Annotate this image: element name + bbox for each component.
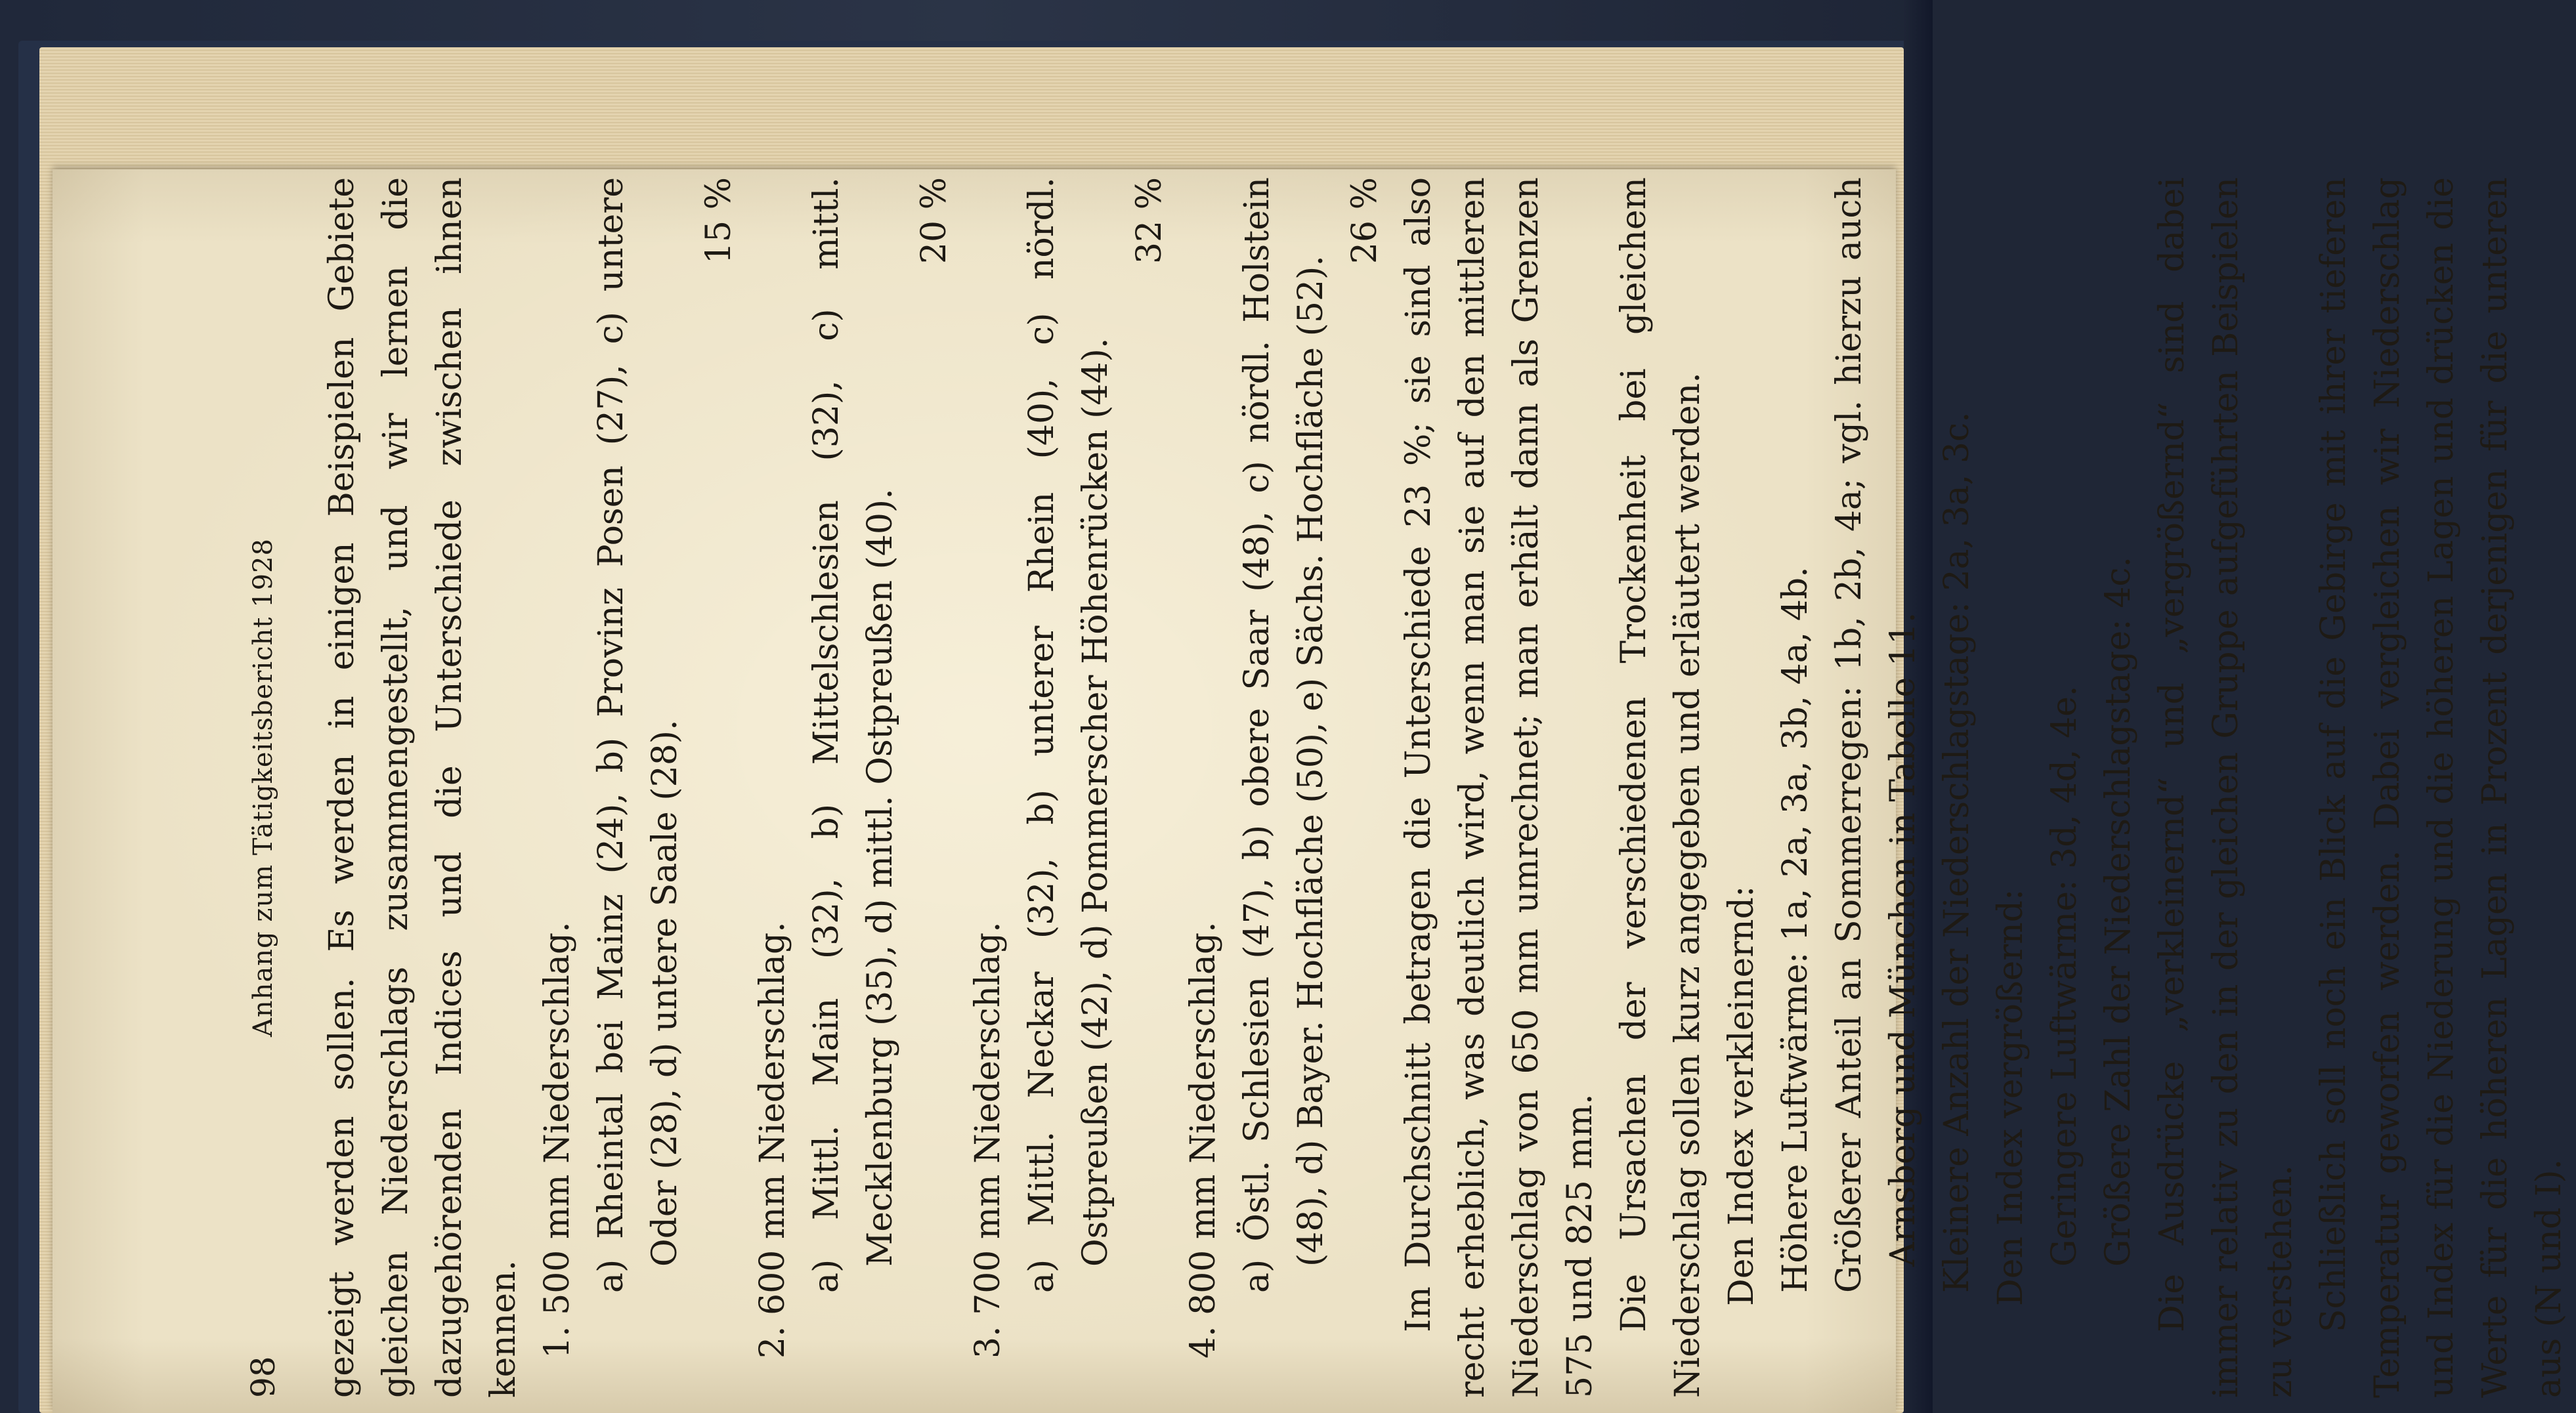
shrink-item-1: Höhere Luftwärme: 1a, 2a, 3a, 3b, 4a, 4b. [1776, 566, 1815, 1293]
average-paragraph: Im Durchschnitt betragen die Unterschiede 23 %; sie sind also recht erheblich, was deutlich wird, wenn man sie auf den mittleren Niederschlag von 650 mm umrechnet; man erhält dann als Grenzen 575 und 825 mm. [1399, 177, 1600, 1398]
page-number: 98 [244, 1356, 282, 1398]
item-3-percent: 32 % [1130, 177, 1169, 264]
running-head [236, 177, 315, 1398]
item-4-head: 4. 800 mm Niederschlag. [1184, 921, 1223, 1359]
item-1-percent: 15 % [699, 177, 739, 264]
grow-item-1: Geringere Luftwärme: 3d, 4d, 4e. [2045, 685, 2084, 1267]
grow-heading: Den Index vergrößernd: [1991, 889, 2030, 1306]
rotated-page-content [236, 177, 2569, 1398]
expressions-paragraph: Die Ausdrücke „verkleinernd“ und „vergrößernd“ sind dabei immer relativ zu den in der gleichen Gruppe aufgeführten Beispielen zu verstehen. [2153, 177, 2300, 1398]
causes-paragraph: Die Ursachen der verschiedenen Trockenheit bei gleichem Niederschlag sollen kurz angegeben und erläutert werden. [1614, 177, 1707, 1398]
item-2-head: 2. 600 mm Niederschlag. [753, 921, 792, 1359]
item-3-body: a) Mittl. Neckar (32), b) unterer Rhein (40), c) nördl. Ostpreußen (42), d) Pommerscher Höhenrücken (44). [1022, 177, 1115, 1293]
final-paragraph: Schließlich soll noch ein Blick auf die Gebirge mit ihrer tieferen Temperatur geworfen werden. Dabei vergleichen wir Niederschlag und Index für die Niederung und die höheren Lagen und drücken die Werte für die höheren Lagen in Prozent derjenigen für die unteren aus (N und I). [2314, 177, 2569, 1398]
item-4-percent: 26 % [1345, 177, 1385, 264]
running-title: Anhang zum Tätigkeitsbericht 1928 [248, 538, 278, 1037]
intro-paragraph: gezeigt werden sollen. Es werden in einigen Beispielen Gebiete gleichen Niederschlags zusammengestellt, und wir lernen die dazugehörenden Indices und die Unterschiede zwischen ihnen kennen. [322, 177, 523, 1398]
shrink-item-2: Größerer Anteil an Sommerregen: 1b, 2b, 4a; vgl. hierzu auch Arnsberg und München in Tabelle 11. [1830, 177, 1923, 1293]
item-4-body: a) Östl. Schlesien (47), b) obere Saar (48), c) nördl. Holstein (48), d) Bayer. Hochfläche (50), e) Sächs. Hochfläche (52). [1237, 177, 1331, 1293]
grow-item-2: Größere Zahl der Niederschlagstage: 4c. [2099, 556, 2138, 1267]
item-1-head: 1. 500 mm Niederschlag. [538, 921, 577, 1359]
item-1-body: a) Rheintal bei Mainz (24), b) Provinz Posen (27), c) untere Oder (28), d) untere Saale (28). [591, 177, 685, 1293]
shrink-heading: Den Index verkleinernd: [1722, 885, 1761, 1306]
item-2-percent: 20 % [914, 177, 954, 264]
item-3-head: 3. 700 mm Niederschlag. [968, 921, 1008, 1359]
shrink-item-3: Kleinere Anzahl der Niederschlagstage: 2a, 3a, 3c. [1937, 411, 1977, 1293]
item-2-body: a) Mittl. Main (32), b) Mittelschlesien (32), c) mittl. Mecklenburg (35), d) mittl. Ostpreußen (40). [807, 177, 900, 1293]
text-block [236, 177, 2569, 1398]
